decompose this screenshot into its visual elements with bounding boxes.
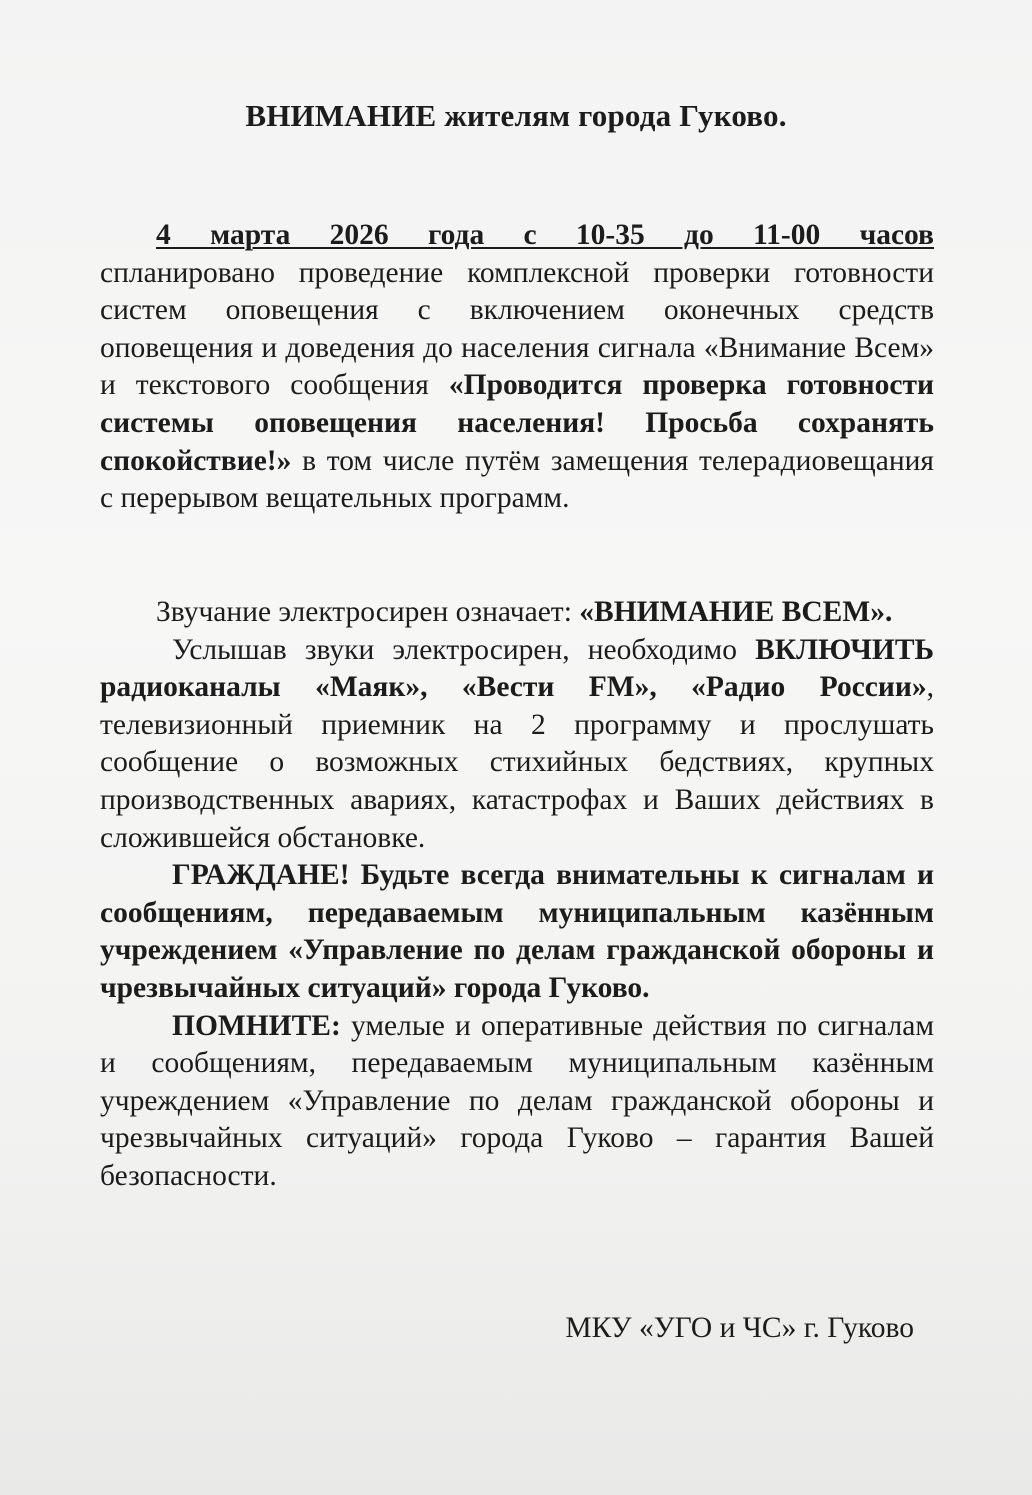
paragraph-sirens-meaning	[100, 594, 934, 632]
paragraph-citizens-appeal	[100, 857, 934, 1007]
notice-instructions	[100, 594, 934, 1196]
paragraph-check-announcement	[100, 217, 934, 518]
paragraph-remember	[100, 1008, 934, 1196]
paragraph1-bold-message: «Проводится проверка готовности системы оповещения населения! Просьба сохранять спокойствие!»	[100, 369, 934, 477]
notice-main-text	[100, 217, 934, 518]
paragraph3-bold: ВКЛЮЧИТЬ радиоканалы «Маяк», «Вести FM», «Радио России»	[100, 633, 934, 704]
notice-title: ВНИМАНИЕ жителям города Гуково.	[245, 98, 787, 133]
paragraph2-text-a: Звучание электросирен означает:	[156, 596, 580, 628]
paragraph5-text-b: умелые и оперативные действия по сигналам и сообщениям, передаваемым муниципальным казённым учреждением «Управление по делам гражданской обороны и чрезвычайных ситуаций» города Гуково – гарантия Вашей безопасности.	[100, 1009, 934, 1192]
paragraph1-text-a: спланировано проведение комплексной проверки готовности систем оповещения с включением оконечных средств оповещения и доведения до населения сигнала «Внимание Всем» и текстового сообщения	[100, 256, 934, 402]
paragraph3-text-b: , телевизионный приемник на 2 программу и прослушать сообщение о возможных стихийных бедствиях, крупных производственных авариях, катастрофах и Ваших действиях в сложившейся обстановке.	[100, 671, 934, 854]
signature: МКУ «УГО и ЧС» г. Гуково	[565, 1312, 914, 1344]
date-time-line: 4 марта 2026 года с 10-35 до 11-00 часов	[156, 219, 934, 251]
paragraph1-text-b: в том числе путём замещения телерадиовещания с перерывом вещательных программ.	[100, 444, 934, 515]
paragraph-what-to-do	[100, 632, 934, 858]
paragraph5-bold: ПОМНИТЕ:	[172, 1009, 341, 1042]
paragraph2-bold: «ВНИМАНИЕ ВСЕМ».	[579, 596, 893, 628]
paragraph3-text-a: Услышав звуки электросирен, необходимо	[172, 633, 756, 666]
paragraph4-bold: ГРАЖДАНЕ! Будьте всегда внимательны к сигналам и сообщениям, передаваемым муниципальным казённым учреждением «Управление по делам гражданской обороны и чрезвычайных ситуаций» города Гуково.	[100, 859, 934, 1004]
